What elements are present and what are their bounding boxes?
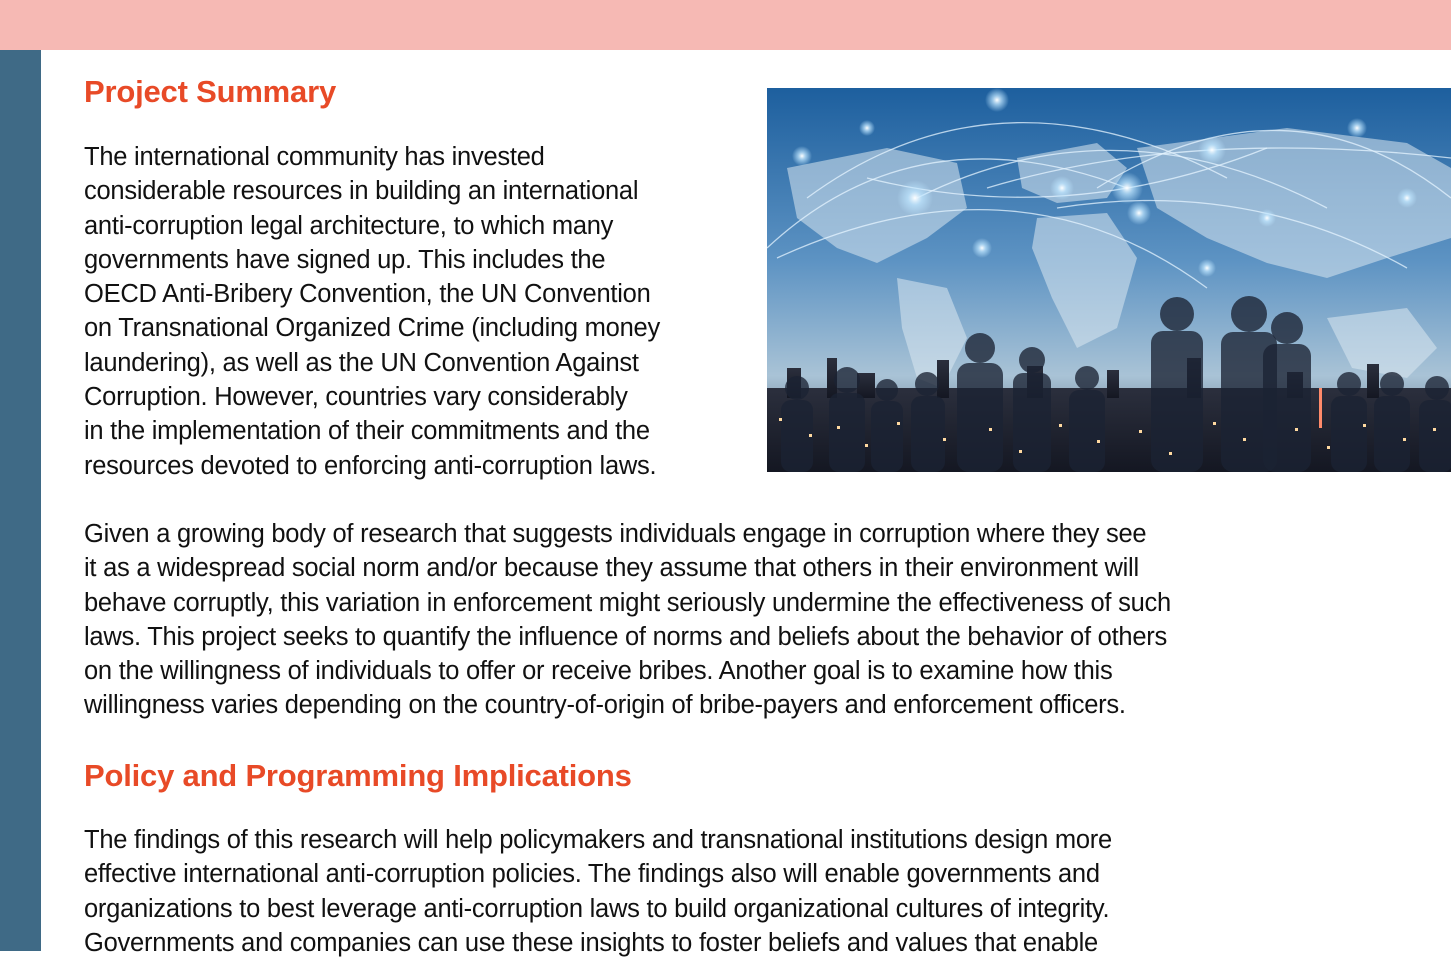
top-banner [0,0,1451,50]
policy-implications-paragraph-1: The findings of this research will help policymakers and transnational institutions design more effective international anti-corruption policies. The findings also will enable governments and organizations to best leverage anti-corruption laws to build organizational cultures of integrity. Governments and companies can use these insights to foster beliefs and values that enable [84,826,1112,957]
section-heading-project-summary: Project Summary [84,74,336,109]
section-heading-policy-implications: Policy and Programming Implications [84,758,632,793]
project-summary-paragraph-1: The international community has invested considerable resources in building an international anti-corruption legal architecture, to which many governments have signed up. This includes the OECD Anti-Bribery Convention, the UN Convention on Transnational Organized Crime (including money laundering), as well as the UN Convention Against Corruption. However, countries vary considerably in the implementation of their commitments and the resources devoted to enforcing anti-corruption laws. [84,143,660,480]
world-map-business-people-image [767,88,1451,472]
left-accent-bar [0,50,41,951]
project-summary-paragraph-2: Given a growing body of research that suggests individuals engage in corruption where they see it as a widespread social norm and/or because they assume that others in their environment will behave corruptly, this variation in enforcement might seriously undermine the effectiveness of such laws. This project seeks to quantify the influence of norms and beliefs about the behavior of others on the willingness of individuals to offer or receive bribes. Another goal is to examine how this willingness varies depending on the country-of-origin of bribe-payers and enforcement officers. [84,520,1171,720]
